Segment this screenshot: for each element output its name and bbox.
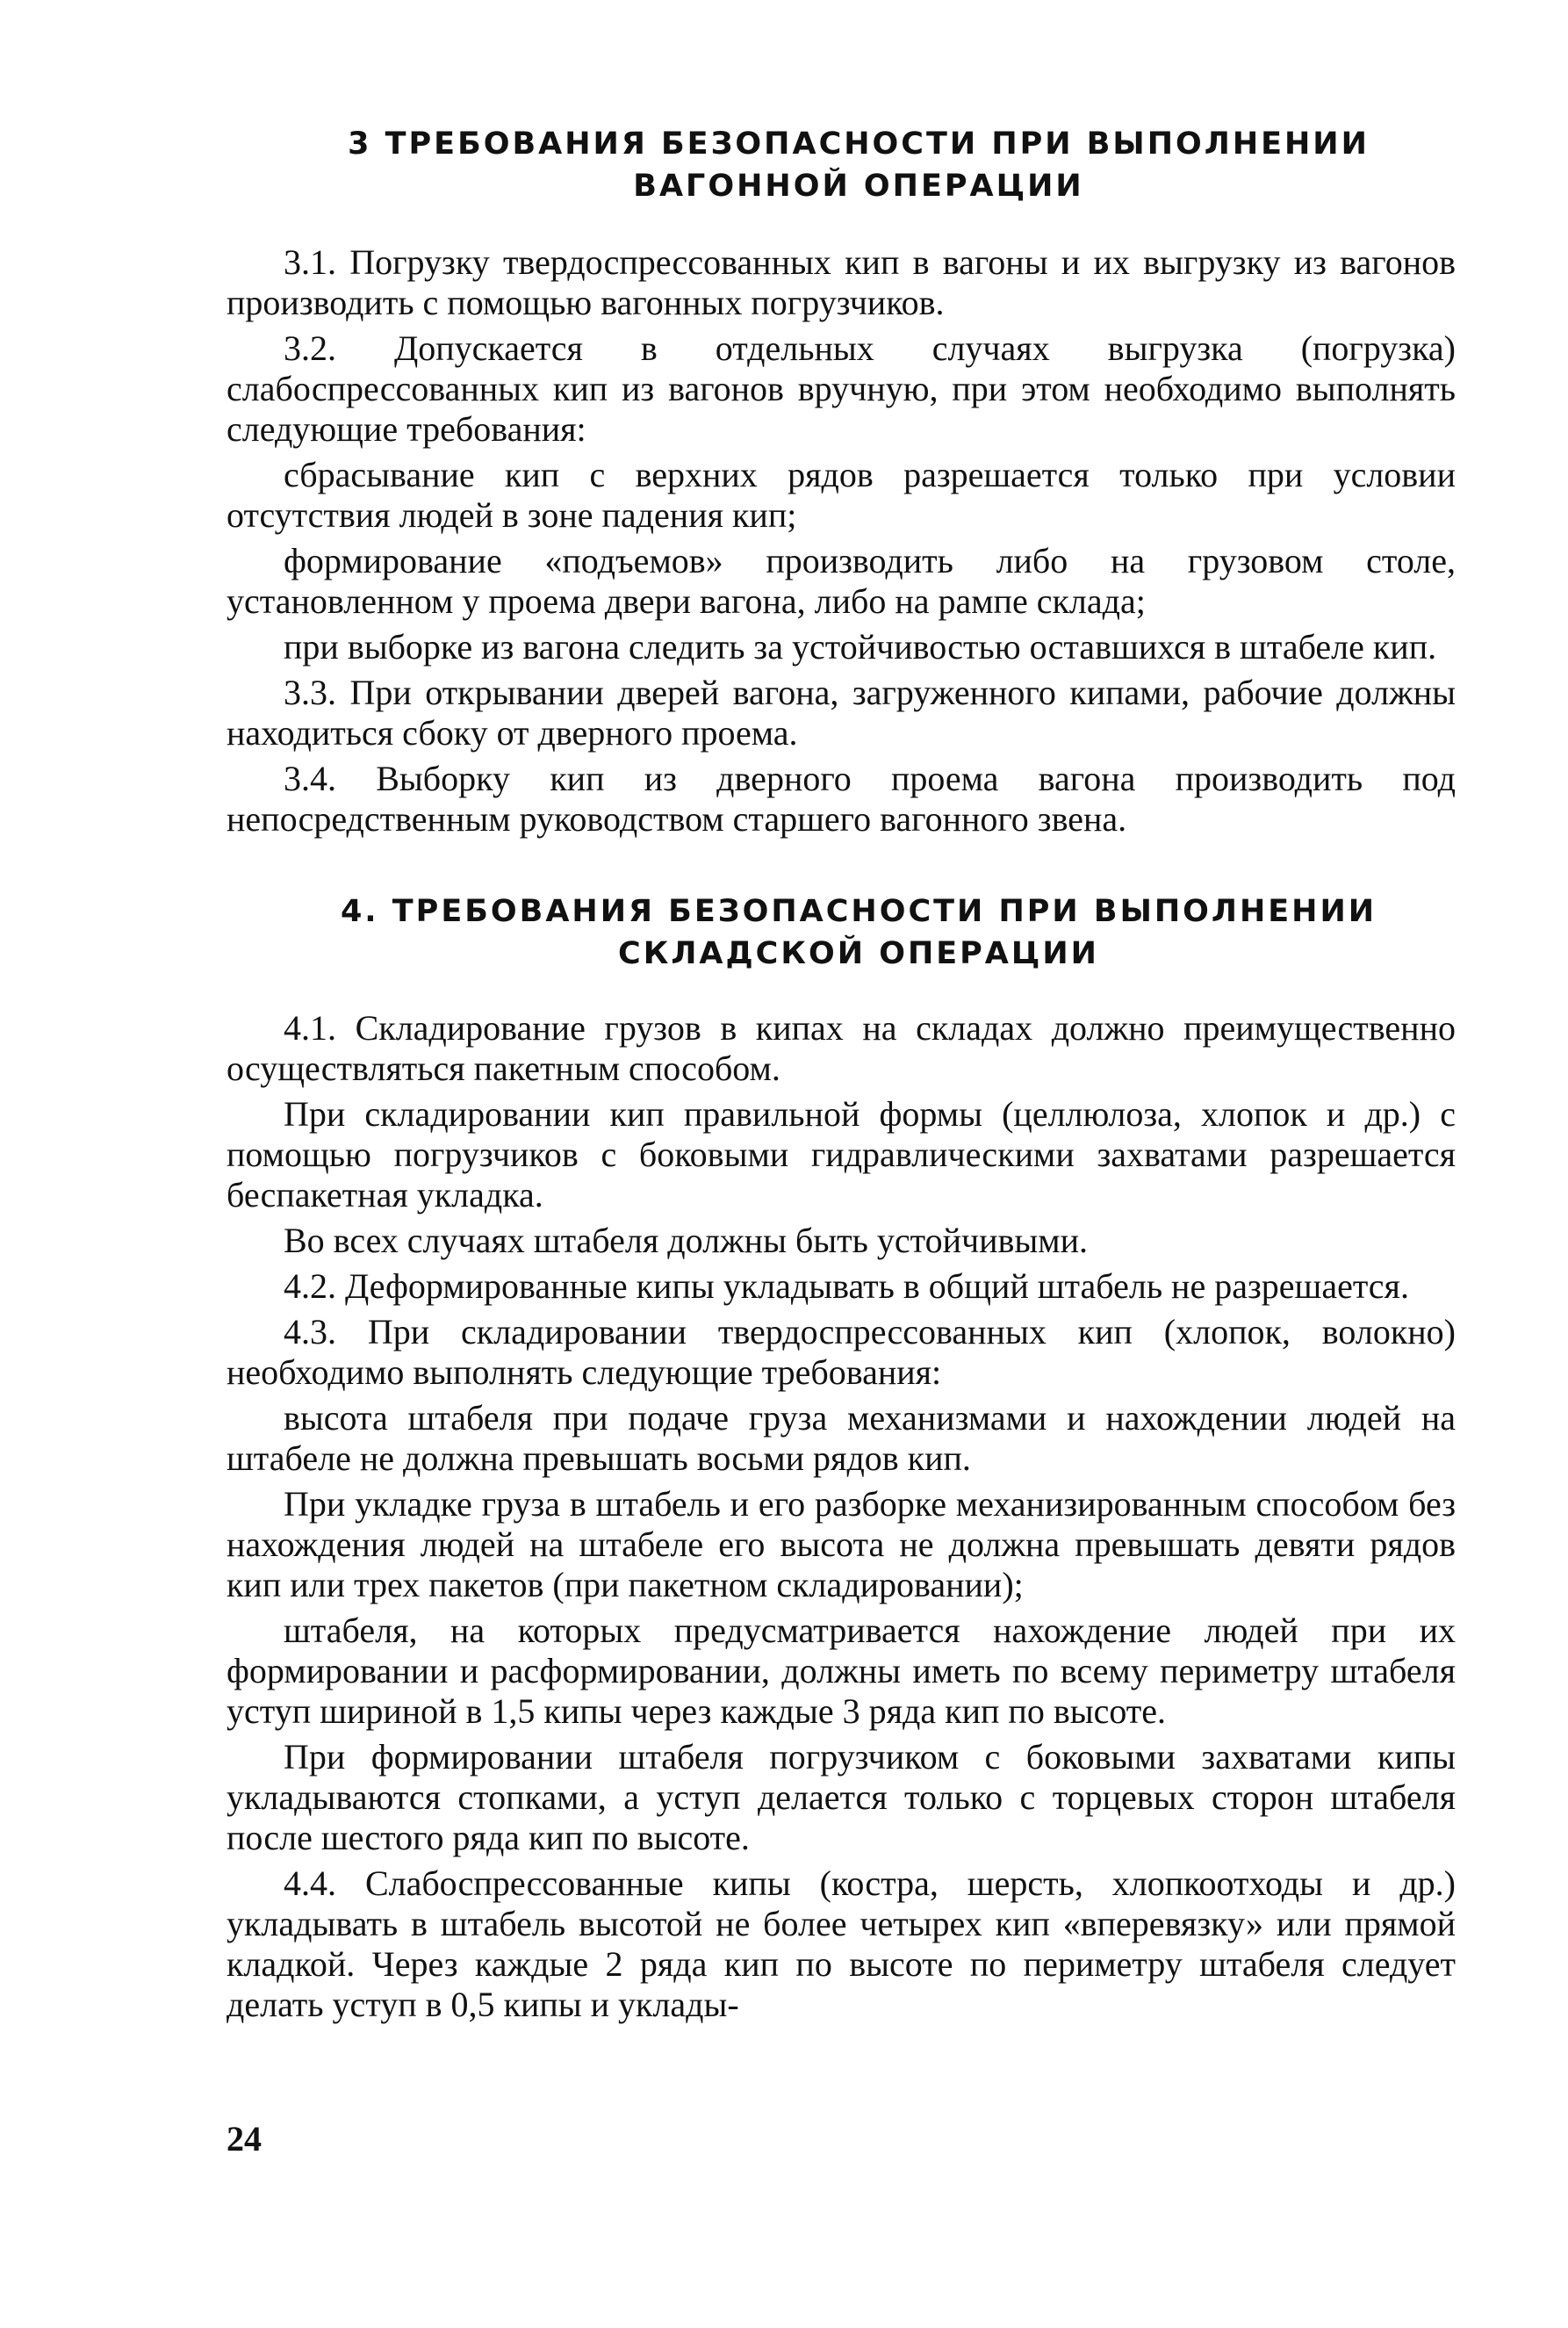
paragraph-4-3-item-3: штабеля, на которых предусматривается нахождение людей при их формировании и расформировании, должны иметь по всему периметру штабеля уступ шириной в 1,5 кипы через каждые 3 ряда кип по высоте. [227, 1611, 1456, 1731]
paragraph-4-1-b: При складировании кип правильной формы (целлюлоза, хлопок и др.) с помощью погрузчиков с боковыми гидравлическими захватами разрешается беспакетная укладка. [227, 1094, 1456, 1214]
paragraph-4-4: 4.4. Слабоспрессованные кипы (костра, шерсть, хлопкоотходы и др.) укладывать в штабель высотой не более четырех кип «вперевязку» или прямой кладкой. Через каждые 2 ряда кип по высоте по периметру штабеля следует делать уступ в 0,5 кипы и уклады- [227, 1863, 1456, 2024]
paragraph-3-2-item-1: сбрасывание кип с верхних рядов разрешается только при условии отсутствия людей в зоне падения кип; [227, 455, 1456, 535]
section-3-body [227, 242, 1456, 840]
section-3-heading-line2: ВАГОННОЙ ОПЕРАЦИИ [633, 169, 1084, 204]
section-4-heading-line1: 4. ТРЕБОВАНИЯ БЕЗОПАСНОСТИ ПРИ ВЫПОЛНЕНИИ [340, 894, 1377, 929]
paragraph-3-4: 3.4. Выборку кип из дверного проема вагона производить под непосредственным руководством старшего вагонного звена. [227, 759, 1456, 839]
paragraph-3-2-item-3: при выборке из вагона следить за устойчивостью оставшихся в штабеле кип. [284, 627, 1437, 667]
paragraph-4-2: 4.2. Деформированные кипы укладывать в общий штабель не разрешается. [284, 1266, 1409, 1306]
paragraph-4-1: 4.1. Складирование грузов в кипах на складах должно преимущественно осуществляться пакетным способом. [227, 1008, 1456, 1088]
paragraph-4-3-item-1: высота штабеля при подаче груза механизмами и нахождении людей на штабеле не должна превышать восьми рядов кип. [227, 1398, 1456, 1478]
section-3-heading-line1: 3 ТРЕБОВАНИЯ БЕЗОПАСНОСТИ ПРИ ВЫПОЛНЕНИИ [348, 126, 1370, 162]
document-page [227, 123, 1456, 2030]
paragraph-4-3: 4.3. При складировании твердоспрессованных кип (хлопок, волокно) необходимо выполнять следующие требования: [227, 1312, 1456, 1392]
page-number: 24 [227, 2119, 262, 2159]
paragraph-4-3-item-4: При формировании штабеля погрузчиком с боковыми захватами кипы укладываются стопками, а уступ делается только с торцевых сторон штабеля после шестого ряда кип по высоте. [227, 1737, 1456, 1857]
paragraph-4-3-item-2: При укладке груза в штабель и его разборке механизированным способом без нахождения людей на штабеле его высота не должна превышать девяти рядов кип или трех пакетов (при пакетном складировании); [227, 1484, 1456, 1604]
paragraph-3-1: 3.1. Погрузку твердоспрессованных кип в вагоны и их выгрузку из вагонов производить с помощью вагонных погрузчиков. [227, 242, 1456, 322]
paragraph-3-2-item-2: формирование «подъемов» производить либо на грузовом столе, установленном у проема двери вагона, либо на рампе склада; [227, 541, 1456, 621]
section-4-body [227, 1008, 1456, 2025]
section-3-heading [227, 123, 1456, 207]
paragraph-3-3: 3.3. При открывании дверей вагона, загруженного кипами, рабочие должны находиться сбоку от дверного проема. [227, 673, 1456, 753]
paragraph-3-2: 3.2. Допускается в отдельных случаях выгрузка (погрузка) слабоспрессованных кип из вагонов вручную, при этом необходимо выполнять следующие требования: [227, 328, 1456, 449]
paragraph-4-1-c: Во всех случаях штабеля должны быть устойчивыми. [284, 1221, 1089, 1260]
section-4-heading-line2: СКЛАДСКОЙ ОПЕРАЦИИ [618, 936, 1099, 971]
section-4-heading [227, 890, 1456, 975]
